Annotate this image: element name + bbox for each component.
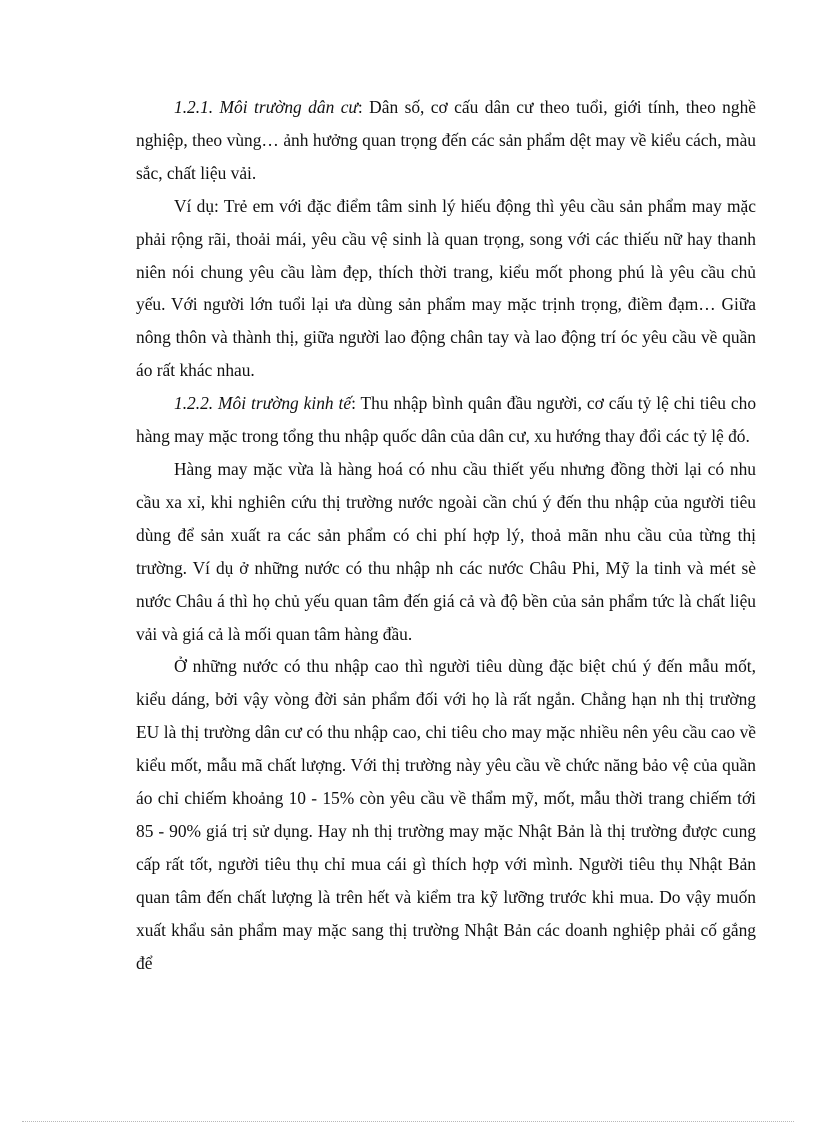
paragraph-text: Hàng may mặc vừa là hàng hoá có nhu cầu thiết yếu nhưng đồng thời lại có nhu cầu xa xỉ, khi nghiên cứu thị trường nước ngoài cần chú ý đến thu nhập của người tiêu dùng để sản xuất ra các sản phẩm có chi phí hợp lý, thoả mãn nhu cầu của từng thị trường. Ví dụ ở những nước có thu nhập nh các nước Châu Phi, Mỹ la tinh và mét sè nước Châu á thì họ chủ yếu quan tâm đến giá cả và độ bền của sản phẩm tức là chất liệu vải và giá cả là mối quan tâm hàng đầu. bbox=[136, 458, 756, 644]
paragraph-text: : Dân số, cơ cấu dân cư theo tuổi, giới tính, theo nghề nghiệp, theo vùng… ảnh hưởng quan trọng đến các sản phẩm dệt may về kiểu cách, màu sắc, chất liệu vải. bbox=[136, 97, 756, 183]
section-heading-1-2-1: 1.2.1. Môi trường dân cư bbox=[174, 97, 358, 117]
document-body bbox=[136, 91, 756, 979]
section-heading-1-2-2: 1.2.2. Môi trường kinh tế bbox=[174, 393, 352, 414]
paragraph-text: Ví dụ: Trẻ em với đặc điểm tâm sinh lý hiếu động thì yêu cầu sản phẩm may mặc phải rộng rãi, thoải mái, yêu cầu vệ sinh là quan trọng, song với các thiếu nữ hay thanh niên nói chung yêu cầu làm đẹp, thích thời trang, kiểu mốt phong phú là yêu cầu chủ yếu. Với người lớn tuổi lại ưa dùng sản phẩm may mặc trịnh trọng, điềm đạm… Giữa nông thôn và thành thị, giữa người lao động chân tay và lao động trí óc yêu cầu về quần áo rất khác nhau. bbox=[136, 195, 756, 381]
page-bottom-divider bbox=[22, 1121, 794, 1122]
paragraph-population-environment bbox=[136, 91, 756, 190]
paragraph-economic-environment bbox=[136, 387, 756, 453]
paragraph-population-example bbox=[136, 190, 756, 387]
paragraph-income-needs bbox=[136, 453, 756, 650]
paragraph-high-income-markets bbox=[136, 650, 756, 979]
paragraph-text: : Thu nhập bình quân đầu người, cơ cấu tỷ lệ chi tiêu cho hàng may mặc trong tổng thu nhập quốc dân của dân cư, xu hướng thay đổi các tỷ lệ đó. bbox=[136, 393, 757, 447]
paragraph-text: Ở những nước có thu nhập cao thì người tiêu dùng đặc biệt chú ý đến mẫu mốt, kiểu dáng, bởi vậy vòng đời sản phẩm đối với họ là rất ngắn. Chẳng hạn nh thị trường EU là thị trường dân cư có thu nhập cao, chi tiêu cho may mặc nhiều nên yêu cầu cao về kiểu mốt, mẫu mã chất lượng. Với thị trường này yêu cầu về chức năng bảo vệ của quần áo chỉ chiếm khoảng 10 - 15% còn yêu cầu về thẩm mỹ, mốt, mẫu thời trang chiếm tới 85 - 90% giá trị sử dụng. Hay nh thị trường may mặc Nhật Bản là thị trường được cung cấp rất tốt, người tiêu thụ chỉ mua cái gì thích hợp với mình. Người tiêu thụ Nhật Bản quan tâm đến chất lượng là trên hết và kiểm tra kỹ lưỡng trước khi mua. Do vậy muốn xuất khẩu sản phẩm may mặc sang thị trường Nhật Bản các doanh nghiệp phải cố gắng để bbox=[136, 656, 756, 973]
